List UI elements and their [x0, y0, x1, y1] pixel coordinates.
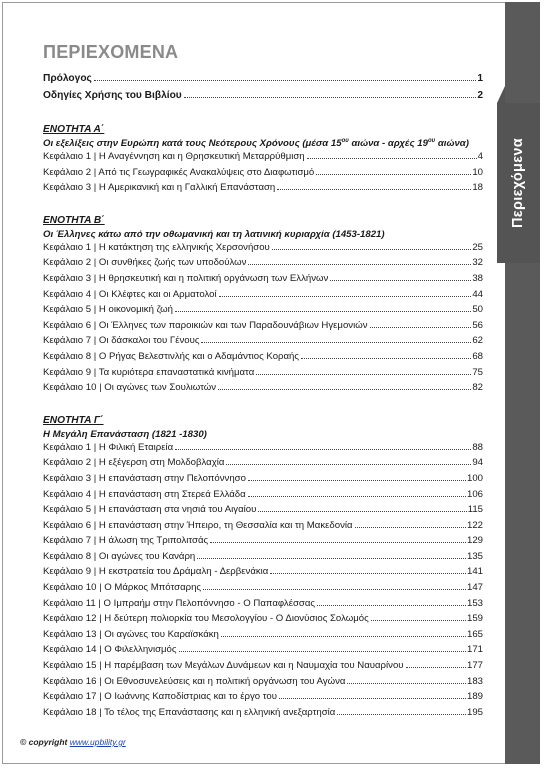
entry-page: 1: [477, 73, 483, 84]
entry-label: Κεφάλαιο 9 | Η εκστρατεία του Δράμαλη - Δερβενάκια: [43, 566, 269, 578]
section-heading: ΕΝΟΤΗΤΑ Α΄: [43, 124, 105, 135]
entry-page: 4: [477, 151, 483, 162]
dot-leader: [210, 541, 466, 543]
toc-entry-prologue[interactable]: [43, 73, 483, 90]
toc-entry[interactable]: [43, 613, 483, 629]
toc-entry[interactable]: [43, 676, 483, 692]
toc-entry[interactable]: [43, 520, 483, 536]
toc-entry[interactable]: [43, 257, 483, 273]
dot-leader: [179, 650, 466, 652]
entry-label: Κεφάλαιο 1 | Η Αναγέννηση και η Θρησκευτική Μεταρρύθμιση: [43, 151, 305, 162]
dot-leader: [337, 713, 466, 715]
entry-page: 106: [466, 488, 483, 500]
side-tab-notch: [497, 86, 505, 103]
entry-label: Κεφάλαιο 7 | Η άλωση της Τριπολιτσάς: [43, 535, 209, 547]
dot-leader: [94, 79, 476, 81]
entry-label: Κεφάλαιο 2 | Η εξέγερση στη Μολδοβλαχία: [43, 457, 225, 469]
toc-entry[interactable]: [43, 551, 483, 567]
entry-page: 44: [472, 288, 483, 300]
entry-label: Κεφάλαιο 1 | Η Φιλική Εταιρεία: [43, 441, 174, 453]
entry-label: Κεφάλαιο 8 | Οι αγώνες του Κανάρη: [43, 550, 196, 562]
dot-leader: [272, 248, 472, 250]
side-tab-label: Περιεχόμενα: [510, 138, 526, 228]
dot-leader: [201, 341, 471, 343]
toc-entry[interactable]: [43, 457, 483, 473]
entry-label: Κεφάλαιο 6 | Η επανάσταση στην Ήπειρο, τη Θεσσαλία και τη Μακεδονία: [43, 519, 353, 531]
entry-label: Κεφάλαιο 9 | Τα κυριότερα επαναστατικά κινήματα: [43, 366, 255, 378]
subtitle-text: Οι Έλληνες κάτω από την οθωμανική και τη λατινική κυριαρχία (1453-1821): [43, 228, 385, 240]
subtitle-text: αιώνα - αρχές 19: [348, 138, 428, 149]
entry-page: 159: [466, 613, 483, 625]
dot-leader: [256, 373, 471, 375]
entry-label: Κεφάλαιο 13 | Οι αγώνες του Καραϊσκάκη: [43, 628, 219, 640]
toc-entry[interactable]: [43, 660, 483, 676]
toc-entry[interactable]: [43, 504, 483, 520]
entry-label: Κεφάλαιο 10 | Οι αγώνες των Σουλιωτών: [43, 382, 217, 394]
toc-entry[interactable]: [43, 167, 483, 183]
subtitle-text: αιώνα): [435, 138, 469, 149]
dot-leader: [270, 572, 466, 574]
entry-label: Πρόλογος: [43, 73, 92, 84]
toc-entry[interactable]: [43, 320, 483, 336]
toc-entry[interactable]: [43, 707, 483, 723]
dot-leader: [370, 326, 472, 328]
entry-page: 129: [466, 535, 483, 547]
toc-entry[interactable]: [43, 598, 483, 614]
entry-page: 82: [472, 382, 483, 394]
entry-page: 147: [466, 582, 483, 594]
page-title: ΠΕΡΙΕΧΟΜΕΝΑ: [43, 42, 179, 62]
entry-page: 2: [477, 90, 483, 101]
entry-label: Κεφάλαιο 2 | Οι συνθήκες ζωής των υποδούλων: [43, 257, 247, 269]
entry-label: Κεφάλαιο 4 | Οι Κλέφτες και οι Αρματολοί: [43, 288, 217, 300]
toc-entry[interactable]: [43, 151, 483, 167]
entry-label: Κεφάλαιο 12 | Η δεύτερη πολιορκία του Μεσολογγίου - Ο Διονύσιος Σολωμός: [43, 613, 369, 625]
toc-entry[interactable]: [43, 442, 483, 458]
dot-leader: [279, 697, 466, 699]
entry-page: 122: [466, 519, 483, 531]
entry-page: 135: [466, 550, 483, 562]
dot-leader: [197, 557, 466, 559]
toc-entry[interactable]: [43, 242, 483, 258]
entry-page: 56: [472, 319, 483, 331]
entry-label: Κεφάλαιο 18 | Το τέλος της Επανάστασης και η ελληνική ανεξαρτησία: [43, 706, 336, 718]
entry-label: Κεφάλαιο 3 | Η θρησκευτική και η πολιτική οργάνωση των Ελλήνων: [43, 272, 329, 284]
toc-entry[interactable]: [43, 489, 483, 505]
subtitle-superscript: ου: [341, 137, 349, 144]
entry-page: 183: [466, 675, 483, 687]
toc-entry[interactable]: [43, 289, 483, 305]
entry-label: Κεφάλαιο 3 | Η επανάσταση στην Πελοπόννησο: [43, 472, 246, 484]
toc-entry[interactable]: [43, 304, 483, 320]
website-link[interactable]: www.upbility.gr: [69, 737, 126, 747]
entry-page: 75: [472, 366, 483, 378]
entry-label: Κεφάλαιο 8 | Ο Ρήγας Βελεστινλής και ο Αδαμάντιος Κοραής: [43, 350, 300, 362]
entry-label: Κεφάλαιο 7 | Οι δάσκαλοι του Γένους: [43, 335, 200, 347]
entry-page: 10: [472, 166, 483, 178]
toc-entry[interactable]: [43, 335, 483, 351]
entry-page: 115: [467, 504, 483, 516]
toc-entry[interactable]: [43, 367, 483, 383]
dot-leader: [406, 666, 466, 668]
toc-entry[interactable]: [43, 582, 483, 598]
entry-label: Κεφάλαιο 10 | Ο Μάρκος Μπότσαρης: [43, 582, 202, 594]
subtitle-superscript: ου: [427, 137, 436, 144]
toc-entry-instructions[interactable]: [43, 90, 483, 107]
dot-leader: [248, 479, 466, 481]
entry-page: 18: [472, 182, 483, 194]
dot-leader: [175, 310, 471, 312]
section-subtitle: [43, 136, 483, 151]
copyright-footer: [20, 737, 126, 747]
dot-leader: [307, 157, 477, 159]
section-subtitle: [43, 427, 483, 442]
toc-entry[interactable]: [43, 382, 483, 398]
entry-page: 165: [466, 628, 483, 640]
entry-label: Κεφάλαιο 5 | Η επανάσταση στα νησιά του Αιγαίου: [43, 504, 257, 516]
entry-label: Κεφάλαιο 1 | Η κατάκτηση της ελληνικής Χερσονήσου: [43, 241, 270, 253]
dot-leader: [248, 495, 466, 497]
toc-entry[interactable]: [43, 535, 483, 551]
toc-entry[interactable]: [43, 182, 483, 198]
dot-leader: [258, 510, 466, 512]
entry-label: Κεφάλαιο 4 | Η επανάσταση στη Στερεά Ελλάδα: [43, 488, 246, 500]
dot-leader: [226, 463, 471, 465]
entry-label: Κεφάλαιο 15 | Η παρέμβαση των Μεγάλων Δυνάμεων και η Ναυμαχία του Ναυαρίνου: [43, 660, 404, 672]
copyright-text: © copyright: [20, 737, 68, 747]
entry-page: 177: [466, 660, 483, 672]
dot-leader: [221, 635, 466, 637]
toc-entry[interactable]: [43, 629, 483, 645]
entry-page: 32: [472, 257, 483, 269]
dot-leader: [184, 96, 477, 98]
entry-page: 50: [472, 304, 483, 316]
dot-leader: [347, 682, 466, 684]
entry-label: Κεφάλαιο 17 | Ο Ιωάννης Καποδίστριας και το έργο του: [43, 691, 278, 703]
toc-entry[interactable]: [43, 273, 483, 289]
toc-entry[interactable]: [43, 691, 483, 707]
toc-entry[interactable]: [43, 351, 483, 367]
dot-leader: [301, 357, 471, 359]
dot-leader: [355, 526, 466, 528]
section-heading: ΕΝΟΤΗΤΑ Β΄: [43, 214, 105, 226]
dot-leader: [316, 173, 471, 175]
dot-leader: [371, 619, 466, 621]
entry-label: Κεφάλαιο 14 | Ο Φιλελληνισμός: [43, 644, 177, 656]
entry-label: Κεφάλαιο 16 | Οι Εθνοσυνελεύσεις και η πολιτική οργάνωση του Αγώνα: [43, 675, 346, 687]
section-subtitle: [43, 227, 483, 242]
dot-leader: [219, 295, 472, 297]
toc-entry[interactable]: [43, 473, 483, 489]
dot-leader: [248, 263, 471, 265]
dot-leader: [317, 604, 466, 606]
toc-entry[interactable]: [43, 644, 483, 660]
entry-label: Οδηγίες Χρήσης του Βιβλίου: [43, 90, 182, 101]
entry-page: 189: [466, 691, 483, 703]
entry-page: 141: [466, 566, 483, 578]
entry-page: 195: [466, 706, 483, 718]
toc-sections: [43, 123, 483, 722]
entry-label: Κεφάλαιο 11 | Ο Ιμπραήμ στην Πελοπόννησο - Ο Παπαφλέσσας: [43, 597, 316, 609]
entry-label: Κεφάλαιο 3 | Η Αμερικανική και η Γαλλική Επανάσταση: [43, 182, 276, 194]
entry-page: 62: [472, 335, 483, 347]
entry-page: 38: [472, 272, 483, 284]
toc-entry[interactable]: [43, 566, 483, 582]
subtitle-text: Οι εξελίξεις στην Ευρώπη κατά τους Νεότερους Χρόνους (μέσα 15: [43, 138, 342, 149]
dot-leader: [330, 279, 471, 281]
section-heading: ΕΝΟΤΗΤΑ Γ΄: [43, 414, 104, 426]
subtitle-text: Η Μεγάλη Επανάσταση (1821 -1830): [43, 428, 207, 440]
entry-label: Κεφάλαιο 6 | Οι Έλληνες των παροικιών και των Παραδουνάβιων Ηγεμονιών: [43, 319, 368, 331]
entry-page: 88: [472, 441, 483, 453]
entry-page: 94: [472, 457, 483, 469]
entry-page: 100: [466, 472, 483, 484]
entry-label: Κεφάλαιο 2 | Από τις Γεωγραφικές Ανακαλύψεις στο Διαφωτισμό: [43, 166, 315, 178]
entry-page: 68: [472, 350, 483, 362]
dot-leader: [277, 188, 471, 190]
entry-page: 171: [466, 644, 483, 656]
entry-label: Κεφάλαιο 5 | Η οικονομική ζωή: [43, 304, 174, 316]
toc-list: [43, 73, 483, 722]
entry-page: 153: [466, 597, 483, 609]
dot-leader: [218, 388, 471, 390]
dot-leader: [175, 448, 471, 450]
dot-leader: [203, 588, 466, 590]
entry-page: 25: [472, 241, 483, 253]
